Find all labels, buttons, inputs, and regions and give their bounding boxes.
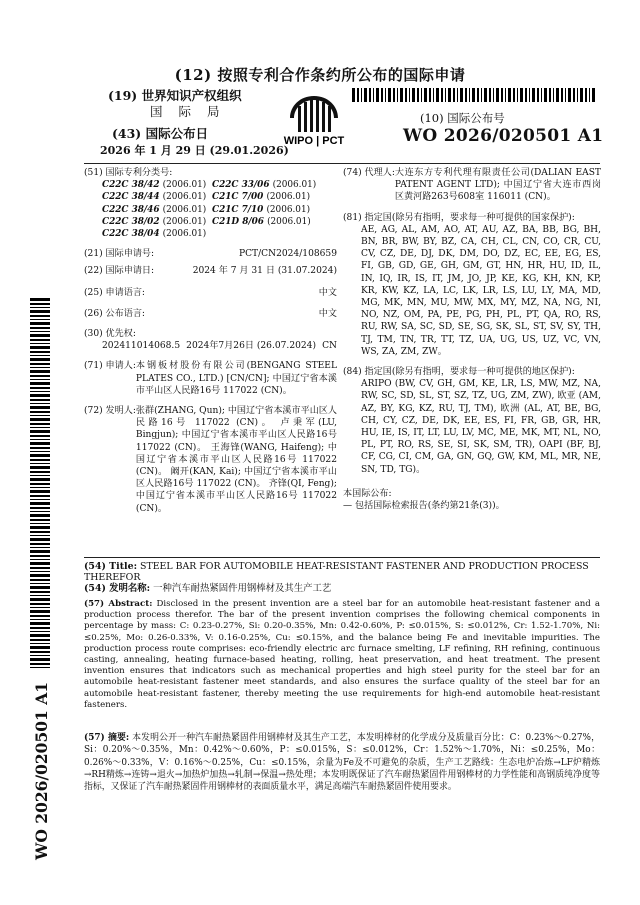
barcode-bar — [373, 88, 374, 102]
barcode-bar — [537, 88, 539, 102]
barcode-bar — [532, 88, 535, 102]
barcode-bar — [30, 651, 50, 653]
barcode-bar — [30, 562, 50, 565]
barcode-bar — [493, 88, 494, 102]
barcode-bar — [30, 502, 50, 505]
barcode-bar — [30, 339, 50, 341]
ipc-item: C21C 7/00 (2006.01) — [212, 192, 311, 203]
barcode-bar — [30, 543, 50, 545]
barcode-bar — [30, 439, 50, 440]
barcode-bar — [30, 358, 50, 361]
ipc-item: C22C 33/06 (2006.01) — [212, 180, 317, 191]
barcode-bar — [505, 88, 506, 102]
barcode-bar — [465, 88, 467, 102]
publication-date-label: (43) 国际公布日 — [112, 126, 209, 141]
barcode-bar — [453, 88, 455, 102]
barcode-bar — [529, 88, 530, 102]
barcode-bar — [417, 88, 419, 102]
barcode-bar — [30, 631, 50, 632]
barcode-bar — [30, 531, 50, 533]
barcode-bar — [30, 595, 50, 596]
barcode-bar — [589, 88, 590, 102]
barcode-bar — [556, 88, 559, 102]
barcode-bar — [30, 523, 50, 524]
ipc-item: C22C 38/44 (2006.01) — [102, 192, 207, 203]
barcode-bar — [424, 88, 427, 102]
barcode-bar — [30, 298, 50, 301]
abstract-en-label: (57) Abstract: — [84, 599, 153, 609]
applicant-label: (71) 申请人: — [84, 361, 136, 372]
regional-states-label: (84) 指定国(除另有指明，要求每一种可提供的地区保护): — [343, 367, 575, 378]
ipc-item: C21C 7/10 (2006.01) — [212, 204, 311, 215]
barcode-bar — [30, 310, 50, 313]
abstract-zh-label: (57) 摘要: — [84, 733, 130, 743]
barcode-bar — [30, 598, 50, 601]
barcode-bar — [580, 88, 583, 102]
title-en: STEEL BAR FOR AUTOMOBILE HEAT-RESISTANT FASTENER AND PRODUCTION PROCESS THEREFOR — [84, 561, 589, 583]
barcode-bar — [30, 627, 50, 629]
barcode-bar — [421, 88, 422, 102]
barcode-bar — [30, 367, 50, 368]
barcode-bar — [30, 567, 50, 569]
title-zh: 一种汽车耐热紧固件用钢棒材及其生产工艺 — [153, 583, 332, 594]
barcode-bar — [525, 88, 527, 102]
barcode-bar — [577, 88, 578, 102]
barcode-bar — [30, 442, 50, 445]
side-publication-number — [32, 680, 52, 860]
barcode-bar — [30, 622, 50, 625]
barcode-bar — [30, 526, 50, 529]
barcode-bar — [397, 88, 398, 102]
application-number-label: (21) 国际申请号: — [84, 249, 155, 260]
ipc-list — [84, 179, 337, 240]
organization-name: (19) 世界知识产权组织 — [108, 88, 242, 103]
ipc-item: C21D 8/06 (2006.01) — [212, 216, 311, 227]
barcode-bar — [30, 538, 50, 541]
abstract-zh-text: 本发明公开一种汽车耐热紧固件用钢棒材及其生产工艺，本发明棒材的化学成分及质量百分比：C：0.23%～0.27%，Si：0.20%～0.35%，Mn：0.42%～0.60%，P：≤0.015%，S：≤0.012%，Cr：1.52%～1.70%，Ni：≤0.25%，Mo：0.26%～0.33%，V：0.16%～0.25%，Cu：≤0.15%，余量为Fe及不可避免的杂质，生产工艺路线：生态电炉冶炼→LF炉精炼→RH精炼→连铸→退火→加热炉加热→轧制→保温→热处理；本发明既保证了汽车耐热紧固件用钢棒材的力学性能和高钢质纯净度等指标，又保证了汽车耐热紧固件用钢棒材的表面质量水平，满足高端汽车耐热紧固件使用要求。 — [84, 733, 600, 793]
barcode-bar — [30, 603, 50, 605]
applicant-block — [84, 360, 337, 397]
barcode-bar — [369, 88, 371, 102]
barcode-bar — [30, 487, 50, 488]
barcode-bar — [30, 663, 50, 665]
barcode-bar — [508, 88, 511, 102]
barcode-bar — [30, 399, 50, 401]
barcode-bar — [30, 319, 50, 320]
barcode-bar — [568, 88, 571, 102]
filing-date-label: (22) 国际申请日: — [84, 266, 155, 277]
abstract-en-text: Disclosed in the present invention are a steel bar for an automobile heat-resistant fastener and a production process therefor. The bar of the present invention comprises the following chemical components in percentage by mass: C: 0.23-0.27%, Si: 0.20-0.35%, Mn: 0.42-0.60%, P: ≤0.015%, S: ≤0.012%, Cr: 1.52-1.70%, Ni: ≤0.25%, Mo: 0.26-0.33%, V: 0.16-0.25%, Cu: ≤0.15%, and the balance being Fe and inevitable impurities. The production process route comprises: eco-friendly electric arc furnace smelting, LF refining, RH refining, continuous casting, annealing, heating furnace-based heating, rolling, heat preservation, and heat treatment. The present invention ensures that indicators such as mechanical properties and high steel purity for the steel bar for an automobile heat-resistant fastener meet standards, and also ensures the surface quality of the steel bar for an automobile heat-resistant fastener, thereby meeting the use requirements for high-end automobile heat-resistant fasteners. — [84, 599, 600, 710]
publication-language: 中文 — [318, 308, 337, 319]
inventors-block — [84, 405, 337, 515]
barcode-bar — [30, 483, 50, 485]
abstract-en — [84, 599, 600, 711]
barcode-bar — [30, 327, 50, 329]
barcode-bar — [513, 88, 515, 102]
barcode-bar — [30, 322, 50, 325]
designated-states-label: (81) 指定国(除另有指明，要求每一种可提供的国家保护): — [343, 212, 575, 223]
barcode-bar — [30, 343, 50, 344]
barcode-bar — [441, 88, 443, 102]
barcode-bar — [385, 88, 386, 102]
inventors-label: (72) 发明人: — [84, 406, 136, 417]
barcode-bar — [30, 346, 50, 349]
barcode-bar — [30, 451, 50, 452]
barcode-bar — [30, 355, 50, 356]
barcode-bar — [30, 619, 50, 620]
barcode-bar — [30, 406, 50, 409]
barcode-bar — [30, 370, 50, 373]
barcode-bar — [30, 579, 50, 581]
barcode-bar — [561, 88, 563, 102]
barcode-bar — [472, 88, 475, 102]
barcode-bar — [30, 418, 50, 421]
agent-block — [343, 167, 601, 204]
barcode-bar — [477, 88, 479, 102]
bibliographic-divider — [84, 557, 600, 558]
barcode-bar — [352, 88, 355, 102]
barcode-bar — [30, 454, 50, 457]
barcode-bar — [30, 514, 50, 517]
abstract-zh — [84, 732, 600, 793]
barcode-bar — [409, 88, 410, 102]
barcode-bar — [481, 88, 482, 102]
barcode-bar — [30, 643, 50, 644]
publication-number-label: (10) 国际公布号 — [420, 111, 505, 125]
barcode-bar — [30, 411, 50, 413]
barcode-bar — [30, 379, 50, 380]
barcode-bar — [388, 88, 391, 102]
priority-number: 202411014068.5 — [102, 341, 181, 352]
regional-states: ARIPO (BW, CV, GH, GM, KE, LR, LS, MW, MZ, NA, RW, SC, SD, SL, ST, SZ, TZ, UG, ZM, ZW), 欧亚 (AM, AZ, BY, KG, KZ, RU, TJ, TM), 欧洲 (AL, AT, BE, BG, CH, CY, CZ, DE, DK, EE, ES, FI, FR, GB, GR, HR, HU, IE, IS, IT, LT, LU, LV, MC, ME, MK, MT, NL, NO, PL, PT, RO, RS, SE, SI, SK, SM, TR), OAPI (BF, BJ, CF, CG, CI, CM, GA, GN, GQ, GW, KM, ML, MR, NE, SN, TD, TG)。 — [361, 379, 601, 475]
barcode-bar — [30, 571, 50, 572]
right-bibliographic-column — [343, 167, 601, 512]
filing-language: 中文 — [318, 287, 337, 298]
barcode-bar — [357, 88, 359, 102]
barcode-bar — [30, 394, 50, 397]
top-barcode — [352, 88, 596, 102]
side-publication-number-text: WO 2026/020501 A1 — [32, 681, 51, 860]
priority-date: 2024年7月26日 (26.07.2024) — [186, 341, 317, 352]
side-barcode — [30, 298, 50, 670]
barcode-bar — [30, 634, 50, 637]
barcode-bar — [30, 607, 50, 608]
barcode-bar — [30, 550, 50, 553]
barcode-bar — [30, 387, 50, 389]
barcode-bar — [30, 403, 50, 404]
barcode-bar — [30, 435, 50, 437]
published-label: 本国际公布: — [343, 488, 392, 499]
filing-language-label: (25) 申请语言: — [84, 287, 145, 298]
priority-row — [84, 340, 337, 352]
barcode-bar — [30, 535, 50, 536]
barcode-bar — [364, 88, 367, 102]
barcode-bar — [30, 583, 50, 584]
ipc-item: C22C 38/46 (2006.01) — [102, 204, 207, 215]
barcode-bar — [592, 88, 595, 102]
barcode-bar — [436, 88, 439, 102]
barcode-bar — [30, 466, 50, 469]
logo-text: WIPO | PCT — [283, 135, 345, 147]
barcode-bar — [585, 88, 587, 102]
barcode-bar — [30, 511, 50, 512]
barcode-bar — [30, 391, 50, 392]
title-zh-line — [84, 580, 604, 594]
barcode-bar — [30, 555, 50, 557]
barcode-bar — [400, 88, 403, 102]
title-en-label: (54) Title: — [84, 561, 138, 572]
barcode-bar — [30, 351, 50, 353]
published-note: — 包括国际检索报告(条约第21条(3))。 — [343, 501, 505, 512]
barcode-bar — [30, 495, 50, 497]
barcode-bar — [30, 519, 50, 521]
publication-date: 2026 年 1 月 29 日 (29.01.2026) — [100, 144, 289, 157]
barcode-bar — [549, 88, 551, 102]
barcode-bar — [553, 88, 554, 102]
barcode-bar — [433, 88, 434, 102]
barcode-bar — [30, 315, 50, 317]
barcode-bar — [30, 415, 50, 416]
barcode-bar — [30, 375, 50, 377]
barcode-bar — [412, 88, 415, 102]
barcode-bar — [30, 507, 50, 509]
barcode-bar — [30, 547, 50, 548]
header-divider — [84, 163, 600, 164]
barcode-bar — [393, 88, 395, 102]
barcode-bar — [381, 88, 383, 102]
barcode-bar — [30, 363, 50, 365]
barcode-bar — [30, 646, 50, 649]
application-number-row — [84, 248, 337, 260]
barcode-bar — [429, 88, 431, 102]
agent-label: (74) 代理人: — [343, 168, 395, 178]
barcode-bar — [30, 423, 50, 425]
barcode-bar — [496, 88, 499, 102]
barcode-bar — [30, 303, 50, 305]
barcode-bar — [30, 427, 50, 428]
filing-date: 2024 年 7 月 31 日 (31.07.2024) — [192, 266, 337, 277]
barcode-bar — [30, 471, 50, 473]
filing-date-row — [84, 265, 337, 277]
barcode-bar — [30, 655, 50, 656]
barcode-bar — [30, 586, 50, 589]
wipo-logo — [270, 92, 358, 148]
document-type-title: (12) 按照专利合作条约所公布的国际申请 — [174, 66, 466, 84]
barcode-bar — [30, 430, 50, 433]
barcode-bar — [501, 88, 503, 102]
barcode-bar — [541, 88, 542, 102]
international-bureau: 国 际 局 — [150, 104, 226, 119]
barcode-bar — [565, 88, 566, 102]
barcode-bar — [30, 475, 50, 476]
left-bibliographic-column — [84, 167, 337, 515]
barcode-bar — [30, 610, 50, 613]
priority-country: CN — [322, 341, 337, 352]
filing-language-row — [84, 287, 337, 299]
barcode-bar — [405, 88, 407, 102]
designated-states: AE, AG, AL, AM, AO, AT, AU, AZ, BA, BB, BG, BH, BN, BR, BW, BY, BZ, CA, CH, CL, CN, CO, CR, CU, CV, CZ, DE, DJ, DK, DM, DO, DZ, EC, EE, EG, ES, FI, GB, GD, GE, GH, GM, GT, HN, HR, HU, ID, IL, IN, IQ, IR, IS, IT, JM, JO, JP, KE, KG, KH, KN, KP, KR, KW, KZ, LA, LC, LK, LR, LS, LU, LY, MA, MD, MG, MK, MN, MU, MW, MX, MY, MZ, NA, NG, NI, NO, NZ, OM, PA, PE, PG, PH, PL, PT, QA, RO, RS, RU, RW, SA, SC, SD, SE, SG, SK, SL, ST, SV, SY, TH, TJ, TM, TN, TR, TT, TZ, UA, UG, US, UZ, VC, VN, WS, ZA, ZM, ZW。 — [361, 224, 601, 357]
barcode-bar — [520, 88, 523, 102]
barcode-bar — [30, 658, 50, 661]
ipc-item: C22C 38/04 (2006.01) — [102, 229, 207, 240]
barcode-bar — [457, 88, 458, 102]
barcode-bar — [573, 88, 575, 102]
application-number: PCT/CN2024/108659 — [238, 249, 337, 260]
title-zh-label: (54) 发明名称: — [84, 583, 151, 594]
barcode-bar — [30, 615, 50, 617]
ipc-item: C22C 38/42 (2006.01) — [102, 180, 207, 191]
barcode-bar — [517, 88, 518, 102]
barcode-bar — [376, 88, 379, 102]
barcode-bar — [30, 334, 50, 337]
barcode-bar — [30, 459, 50, 461]
inventors: 张群(ZHANG, Qun); 中国辽宁省本溪市平山区人民路16号 117022 (CN)。 卢秉军(LU, Bingjun); 中国辽宁省本溪市平山区人民路16号 117022 (CN)。 王海锋(WANG, Haifeng); 中国辽宁省本溪市平山区人民路16号 117022 (CN)。 阚开(KAN, Kai); 中国辽宁省本溪市平山区人民路16号 117022 (CN)。 齐锋(QI, Feng); 中国辽宁省本溪市平山区人民路16号 117022 (CN)。 — [135, 406, 337, 514]
publication-language-row — [84, 308, 337, 320]
barcode-bar — [30, 307, 50, 308]
barcode-bar — [30, 463, 50, 464]
barcode-bar — [30, 490, 50, 493]
barcode-bar — [30, 382, 50, 385]
ipc-item: C22C 38/02 (2006.01) — [102, 216, 207, 227]
barcode-bar — [361, 88, 362, 102]
barcode-bar — [30, 639, 50, 641]
priority-label: (30) 优先权: — [84, 329, 136, 340]
barcode-bar — [460, 88, 463, 102]
applicant: 本钢板材股份有限公司(BENGANG STEEL PLATES CO., LTD.) [CN/CN]; 中国辽宁省本溪市平山区人民路16号 117022 (CN)。 — [135, 361, 337, 396]
barcode-bar — [448, 88, 451, 102]
barcode-bar — [484, 88, 487, 102]
barcode-bar — [30, 591, 50, 593]
barcode-bar — [445, 88, 446, 102]
publication-language-label: (26) 公布语言: — [84, 308, 145, 319]
ipc-label: (51) 国际专利分类号: — [84, 168, 173, 178]
barcode-bar — [469, 88, 470, 102]
barcode-bar — [30, 667, 50, 668]
barcode-bar — [544, 88, 547, 102]
barcode-bar — [30, 574, 50, 577]
agent: 大连东方专利代理有限责任公司(DALIAN EAST PATENT AGENT LTD); 中国辽宁省大连市西岗区黄河路263号608室 116011 (CN)。 — [394, 168, 601, 203]
barcode-bar — [30, 447, 50, 449]
barcode-bar — [30, 331, 50, 332]
barcode-bar — [489, 88, 491, 102]
barcode-bar — [30, 478, 50, 481]
barcode-bar — [30, 499, 50, 500]
barcode-bar — [30, 559, 50, 560]
publication-number: WO 2026/020501 A1 — [403, 126, 604, 146]
